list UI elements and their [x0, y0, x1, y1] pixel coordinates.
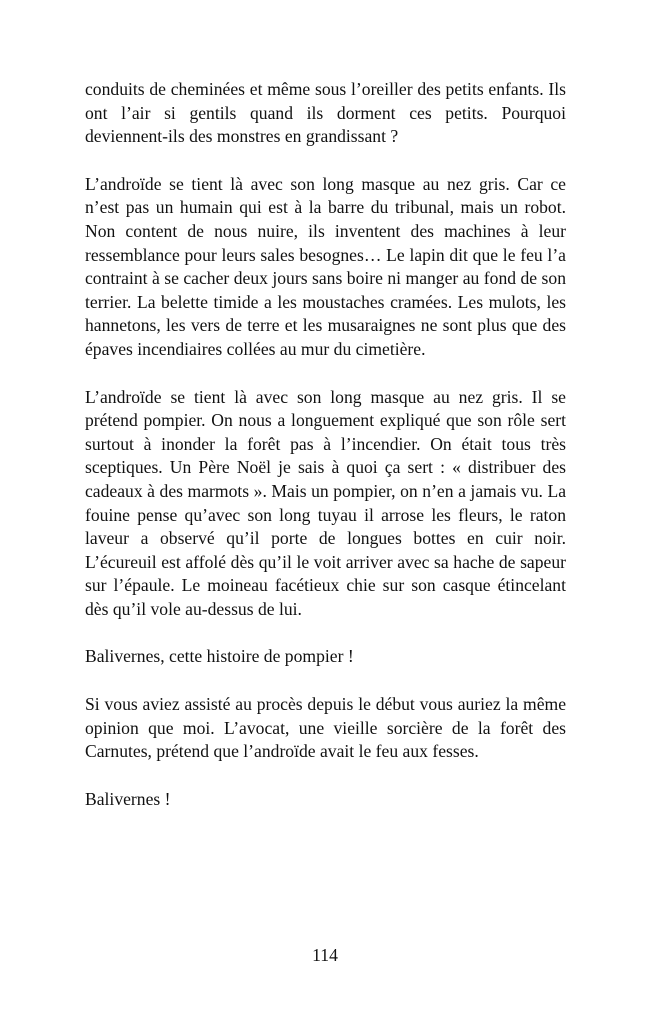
paragraph-2: L’androïde se tient là avec son long masque au nez gris. Car ce n’est pas un humain qui est à la barre du tribunal, mais un robot. Non content de nous nuire, ils inventent des machines à leur ressemblance pour leurs sales besognes… Le lapin dit que le feu l’a contraint à se cacher deux jours sans boire ni manger au fond de son terrier. La belette timide a les moustaches cramées. Les mulots, les hannetons, les vers de terre et les musaraignes ne sont plus que des épaves incendiaires collées au mur du cimetière. [85, 173, 566, 359]
page-body [85, 78, 566, 835]
paragraph-6: Balivernes ! [85, 788, 171, 809]
paragraph-4: Balivernes, cette histoire de pompier ! [85, 646, 354, 667]
paragraph-3: L’androïde se tient là avec son long masque au nez gris. Il se prétend pompier. On nous a longuement expliqué que son rôle sert surtout à inonder la forêt pas à l’incendier. On était tous très sceptiques. Un Père Noël je sais à quoi ça sert : « distribuer des cadeaux à des marmots ». Mais un pompier, on n’en a jamais vu. La fouine pense qu’avec son long tuyau il arrose les fleurs, le raton laveur a observé qu’il porte de longues bottes en cuir noir. L’écureuil est affolé dès qu’il le voit arriver avec sa hache de sapeur sur l’épaule. Le moineau facétieux chie sur son casque étincelant dès qu’il vole au-dessus de lui. [85, 386, 566, 619]
paragraph-5: Si vous aviez assisté au procès depuis le début vous auriez la même opinion que moi. L’avocat, une vieille sorcière de la forêt des Carnutes, prétend que l’androïde avait le feu aux fesses. [85, 694, 566, 762]
paragraph-1: conduits de cheminées et même sous l’oreiller des petits enfants. Ils ont l’air si gentils quand ils dorment ces petits. Pourquoi deviennent-ils des monstres en grandissant ? [85, 79, 566, 147]
page-number: 114 [312, 945, 338, 965]
